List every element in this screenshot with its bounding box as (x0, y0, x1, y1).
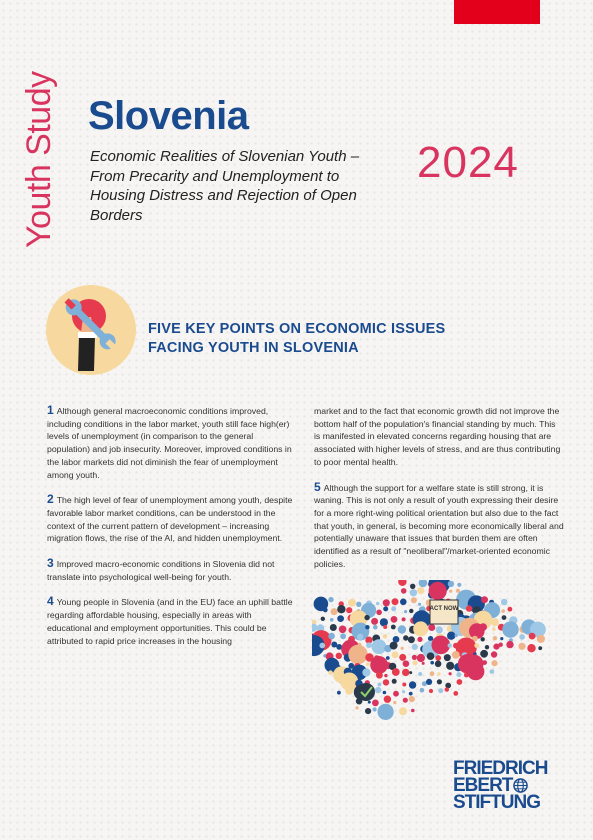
map-dot (529, 633, 536, 640)
map-dot (373, 625, 378, 630)
key-point-number: 4 (47, 594, 54, 609)
logo-line-3: STIFTUNG (453, 792, 540, 813)
map-dot (518, 643, 525, 650)
map-dot (404, 610, 407, 613)
map-dot (328, 633, 335, 640)
key-point-number: 2 (47, 492, 54, 507)
map-dot (383, 634, 388, 639)
key-point-text: The high level of fear of unemployment among youth, despite favorable labor market conditions, can be understood in the context of the current pattern of development – increasing migration flows, the rise of the AI, and hidden unemployment. (47, 495, 293, 544)
map-dot (323, 608, 328, 613)
map-dot (538, 646, 542, 650)
map-dot (319, 643, 325, 649)
map-dot (364, 615, 369, 620)
map-dot (417, 637, 422, 642)
map-dot (413, 660, 418, 665)
series-label: Youth Study (20, 71, 58, 248)
key-point-number: 5 (314, 479, 321, 494)
map-dot (435, 661, 442, 668)
map-dot (502, 615, 507, 620)
map-dot (492, 627, 496, 631)
map-dot (376, 672, 383, 679)
map-dot (383, 679, 389, 685)
key-points-right-column (314, 405, 564, 582)
map-dot (366, 642, 372, 648)
map-dot (417, 587, 424, 594)
map-dot (346, 607, 352, 613)
map-dot (377, 683, 381, 687)
map-dot (429, 689, 433, 693)
map-dot (337, 691, 341, 695)
key-point-text: market and to the fact that economic growth did not improve the bottom half of the population's financial standing by much. This is manifested in elevated concerns regarding housing that are associated with higher levels of stress, and are thus contributing to poor mental health. (314, 406, 561, 467)
map-dot (337, 615, 344, 622)
key-point-text: Young people in Slovenia (and in the EU) face an uphill battle regarding affordable housing, especially in areas with educational and employment opportunities. This could be attributed to rapid price increases in the housing (47, 597, 293, 646)
map-dot (410, 584, 415, 589)
map-dot (502, 621, 518, 637)
page-title: Slovenia (88, 94, 249, 138)
map-dot (417, 654, 425, 662)
map-dot (384, 674, 387, 677)
map-dot (436, 626, 443, 633)
map-dot (409, 609, 413, 613)
key-point-4-continued (314, 405, 564, 469)
map-dot (447, 632, 455, 640)
map-dot (386, 656, 390, 660)
map-dot (375, 687, 381, 693)
key-point-text: Although the support for a welfare state is still strong, it is waning. This is not only a result of youth expressing their desire for a more right-wing political orientation but also due to the fact that youth, in general, is becoming more economically liberal and potentially unaware that issues that burden them are often identified as a result of "neoliberal"/market-oriented economic policies. (314, 482, 564, 569)
map-dot (401, 588, 407, 594)
map-dot (481, 596, 488, 603)
section-heading-line-1: FIVE KEY POINTS ON ECONOMIC ISSUES (148, 321, 446, 337)
map-dot (412, 655, 417, 660)
map-dot (357, 634, 364, 641)
map-dot (368, 701, 371, 704)
map-dot (446, 662, 454, 670)
map-dot (321, 617, 325, 621)
map-dot (501, 609, 505, 613)
map-dot (399, 654, 406, 661)
map-dot (449, 590, 452, 593)
map-dot (444, 654, 451, 661)
map-dot (537, 635, 545, 643)
map-dot (411, 709, 415, 713)
wrench-hand-icon (45, 284, 137, 376)
subtitle: Economic Realities of Slovenian Youth – From Precarity and Unemployment to Housing Distress and Rejection of Open Borders (90, 148, 360, 224)
map-dot (457, 679, 463, 685)
map-dot (390, 642, 398, 650)
map-dot (411, 597, 417, 603)
map-dot (422, 662, 425, 665)
map-dot (392, 598, 399, 605)
map-dot (328, 670, 333, 675)
map-dot (519, 634, 525, 640)
map-dot (391, 616, 398, 623)
map-dot (372, 700, 379, 707)
key-point-4 (47, 595, 297, 647)
map-dot (501, 599, 508, 606)
map-dot (362, 668, 370, 676)
map-dot (312, 624, 318, 632)
map-dot (499, 643, 503, 647)
map-dot (330, 624, 337, 631)
map-dot (384, 696, 391, 703)
map-dot (391, 606, 396, 611)
map-dot (401, 647, 404, 650)
fes-logo (453, 760, 557, 811)
map-dot (482, 660, 487, 665)
map-dot (420, 688, 425, 693)
map-dot (391, 625, 396, 630)
map-dot (371, 618, 378, 625)
map-dot (438, 688, 443, 693)
map-dot (412, 644, 418, 650)
map-dot (491, 660, 497, 666)
map-dot (427, 652, 435, 660)
map-dot (403, 698, 408, 703)
publication-year: 2024 (417, 138, 519, 187)
map-dot (409, 696, 415, 702)
map-dot (330, 618, 334, 622)
map-dot (456, 672, 461, 677)
map-dot (336, 653, 342, 659)
map-dot (408, 636, 415, 643)
checkmark-icon (357, 683, 375, 701)
map-dot (493, 636, 497, 640)
logo-line-1: FRIEDRICH (453, 758, 548, 779)
map-dot (393, 691, 399, 697)
map-dot (409, 681, 416, 688)
map-dot (429, 582, 447, 600)
map-dot (457, 583, 461, 587)
map-dot (453, 691, 458, 696)
map-dot (331, 608, 338, 615)
map-dot (409, 692, 413, 696)
map-dot (328, 597, 333, 602)
map-dot (383, 691, 387, 695)
map-dot (400, 599, 407, 606)
map-dot (392, 679, 397, 684)
map-dot (392, 651, 399, 658)
map-dot (356, 602, 361, 607)
map-dot (392, 668, 400, 676)
map-dot (378, 704, 394, 720)
map-dot (403, 635, 408, 640)
key-point-number: 1 (47, 403, 54, 417)
logo-line-2-text: EBERT (453, 775, 513, 796)
map-dot (437, 679, 442, 684)
map-dot (467, 663, 484, 680)
key-points-left-column (47, 404, 297, 659)
key-point-5 (314, 481, 564, 571)
map-dot (380, 618, 388, 626)
map-dot (448, 581, 454, 587)
map-dot (398, 580, 406, 586)
map-dot (506, 641, 513, 648)
map-dot (452, 651, 460, 659)
map-dot (432, 636, 451, 655)
brand-color-tab (454, 0, 540, 24)
map-dot (337, 605, 345, 613)
map-dot (430, 661, 434, 665)
map-dot (355, 706, 358, 709)
map-dot (500, 637, 503, 640)
map-dot (376, 610, 382, 616)
map-dot (340, 633, 346, 639)
map-dot (428, 624, 435, 631)
key-point-number: 3 (47, 556, 54, 571)
map-dot (430, 671, 435, 676)
map-dot (372, 639, 387, 654)
map-dot (479, 623, 487, 631)
map-dot (402, 669, 409, 676)
map-dot (348, 599, 356, 607)
map-dot (365, 708, 371, 714)
map-dot (376, 602, 379, 605)
map-dot (435, 655, 441, 661)
map-dot (409, 671, 412, 674)
map-dot (491, 618, 499, 626)
section-heading (148, 320, 508, 358)
map-dot (490, 669, 495, 674)
key-point-1 (47, 404, 297, 481)
map-dot (455, 634, 458, 637)
map-dot (508, 607, 513, 612)
map-dot (448, 643, 452, 647)
map-dot (365, 625, 369, 629)
map-dot (402, 683, 406, 687)
key-point-3 (47, 557, 297, 583)
act-now-sign (430, 600, 459, 624)
map-dot (426, 679, 432, 685)
act-now-sign-text: ACT NOW (429, 606, 459, 612)
map-dot (445, 687, 449, 691)
map-dot (339, 626, 347, 634)
map-dot (527, 644, 535, 652)
map-dot (481, 637, 485, 641)
map-dot (491, 651, 497, 657)
map-dot (437, 672, 440, 675)
map-dot (480, 650, 488, 658)
map-dot (383, 606, 388, 611)
map-dot (398, 625, 406, 633)
map-dot (383, 625, 387, 629)
map-dot (402, 617, 406, 621)
map-dot (418, 672, 422, 676)
slovenia-dot-map-illustration (312, 580, 548, 720)
key-point-text: Improved macro-economic conditions in Slovenia did not translate into psychological well-being for youth. (47, 559, 275, 582)
key-point-2 (47, 493, 297, 545)
map-dot (466, 605, 472, 611)
map-dot (373, 707, 377, 711)
map-dot (348, 645, 367, 664)
map-dot (413, 621, 428, 636)
map-dot (419, 580, 428, 587)
map-dot (418, 603, 421, 606)
section-heading-line-2: FACING YOUTH IN SLOVENIA (148, 340, 359, 356)
map-dot (449, 672, 452, 675)
map-dot (428, 636, 433, 641)
map-dot (399, 707, 407, 715)
map-dot (402, 690, 405, 693)
map-dot (456, 589, 460, 593)
map-dot (383, 599, 390, 606)
map-dot (345, 687, 353, 695)
globe-icon (513, 778, 528, 793)
map-dot (393, 701, 396, 704)
key-point-text: Although general macroeconomic conditions improved, including conditions in the labor market, youth still face high(er) levels of unemployment (in comparison to the general population) and job insecurity. Moreover, improved conditions in the labor markets did not diminish the fear of unemployment among youth. (47, 406, 292, 480)
map-dot (410, 589, 417, 596)
map-dot (485, 645, 489, 649)
map-dot (366, 662, 370, 666)
map-dot (403, 660, 410, 667)
map-dot (474, 643, 479, 648)
